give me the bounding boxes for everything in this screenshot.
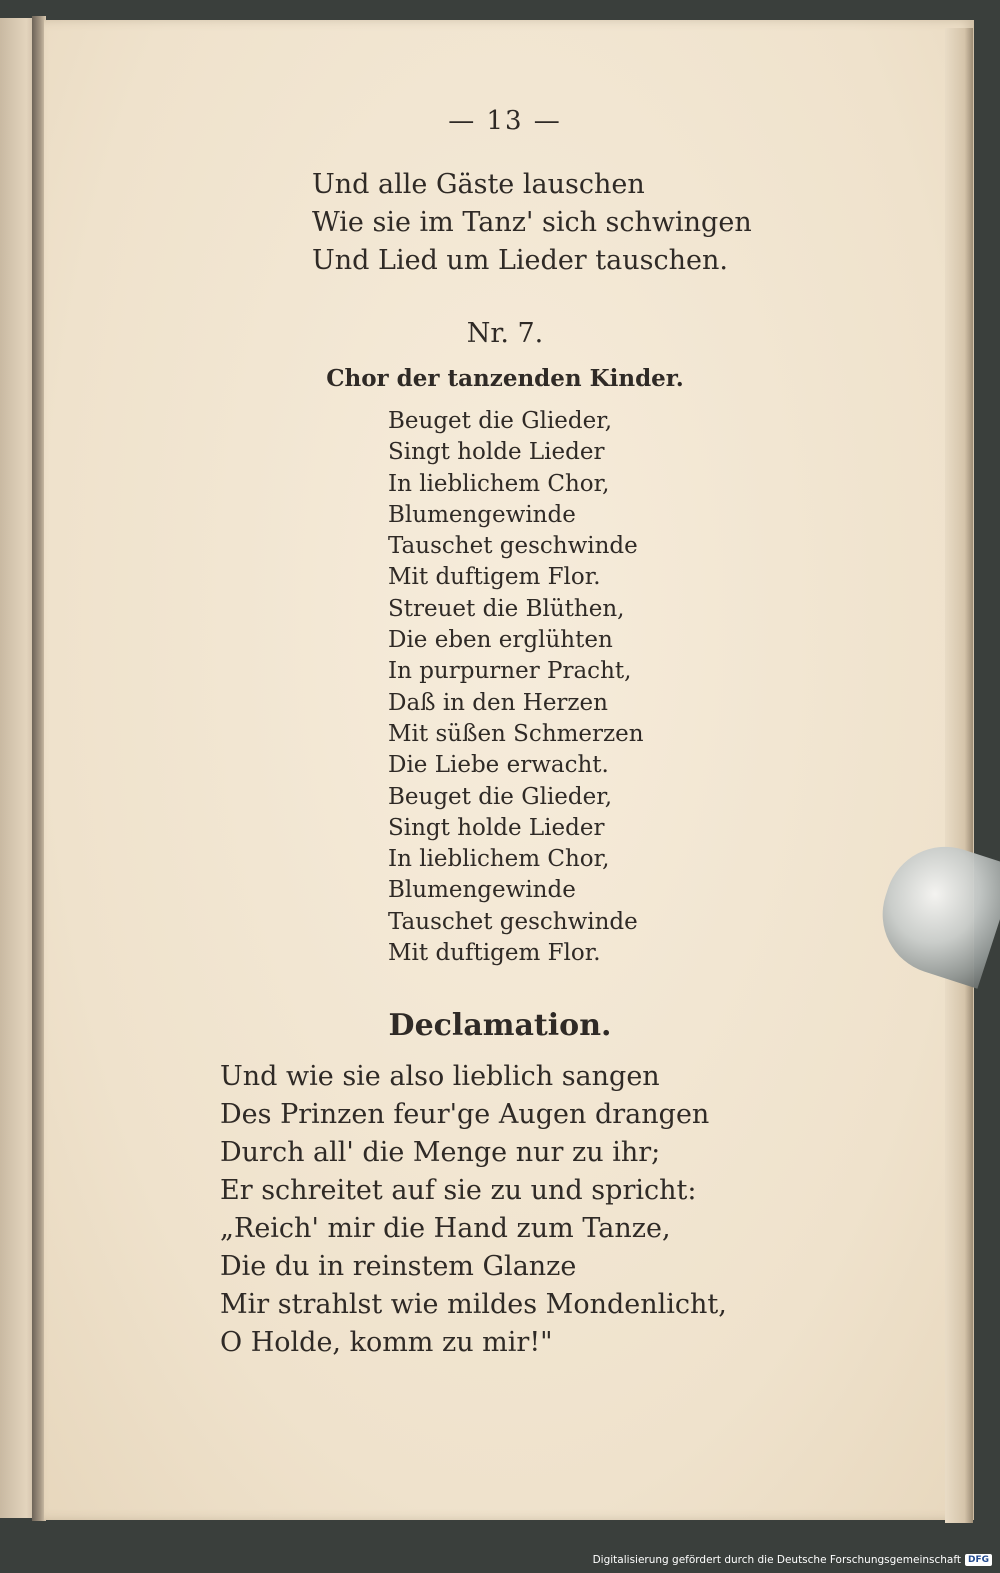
section-number: Nr. 7. xyxy=(466,318,544,349)
digitization-footer xyxy=(593,1551,992,1569)
song-line: Tauschet geschwinde xyxy=(388,908,638,935)
footer-text: Digitalisierung gefördert durch die Deutsche Forschungsgemeinschaft xyxy=(592,1554,961,1566)
song-line: Die eben erglühten xyxy=(388,627,613,654)
song-line: Beuget die Glieder, xyxy=(388,408,613,434)
dfg-logo: DFG xyxy=(965,1554,992,1566)
declamation-line: Er schreitet auf sie zu und spricht: xyxy=(220,1175,697,1206)
declamation-line: Des Prinzen feur'ge Augen drangen xyxy=(220,1099,710,1130)
song-line: Singt holde Lieder xyxy=(388,439,605,466)
page-number: — 13 — xyxy=(448,106,562,136)
song-line: In lieblichem Chor, xyxy=(388,846,610,873)
declamation-line: „Reich' mir die Hand zum Tanze, xyxy=(220,1213,671,1244)
song-line: Mit duftigem Flor. xyxy=(388,940,601,967)
song-line: Streuet die Blüthen, xyxy=(388,595,625,622)
song-line: Blumengewinde xyxy=(388,501,576,528)
song-line: Daß in den Herzen xyxy=(388,689,608,716)
song-line: In lieblichem Chor, xyxy=(388,470,610,497)
declamation-line: Die du in reinstem Glanze xyxy=(220,1251,577,1282)
verse-line: Und alle Gäste lauschen xyxy=(312,169,645,200)
song-line: Die Liebe erwacht. xyxy=(388,752,609,779)
declamation-line: Mir strahlst wie mildes Mondenlicht, xyxy=(220,1289,727,1320)
verse-line: Wie sie im Tanz' sich schwingen xyxy=(312,207,752,238)
song-line: Blumengewinde xyxy=(388,877,576,904)
section-heading: Chor der tanzenden Kinder. xyxy=(326,365,684,392)
intro-verse xyxy=(312,166,752,280)
song-line: Singt holde Lieder xyxy=(388,814,605,841)
song-verse xyxy=(388,406,644,969)
declamation-heading: Declamation. xyxy=(388,1008,612,1043)
song-line: In purpurner Pracht, xyxy=(388,658,632,685)
song-line: Beuget die Glieder, xyxy=(388,783,613,810)
declamation-verse xyxy=(220,1058,727,1362)
declamation-line: O Holde, komm zu mir!" xyxy=(220,1327,553,1358)
song-line: Mit süßen Schmerzen xyxy=(388,720,644,747)
song-line: Tauschet geschwinde xyxy=(388,533,638,560)
song-line: Mit duftigem Flor. xyxy=(388,564,601,591)
declamation-line: Und wie sie also lieblich sangen xyxy=(220,1061,660,1092)
page-stack-edge xyxy=(945,28,973,1523)
declamation-line: Durch all' die Menge nur zu ihr; xyxy=(220,1137,661,1168)
verse-line: Und Lied um Lieder tauschen. xyxy=(312,245,728,276)
